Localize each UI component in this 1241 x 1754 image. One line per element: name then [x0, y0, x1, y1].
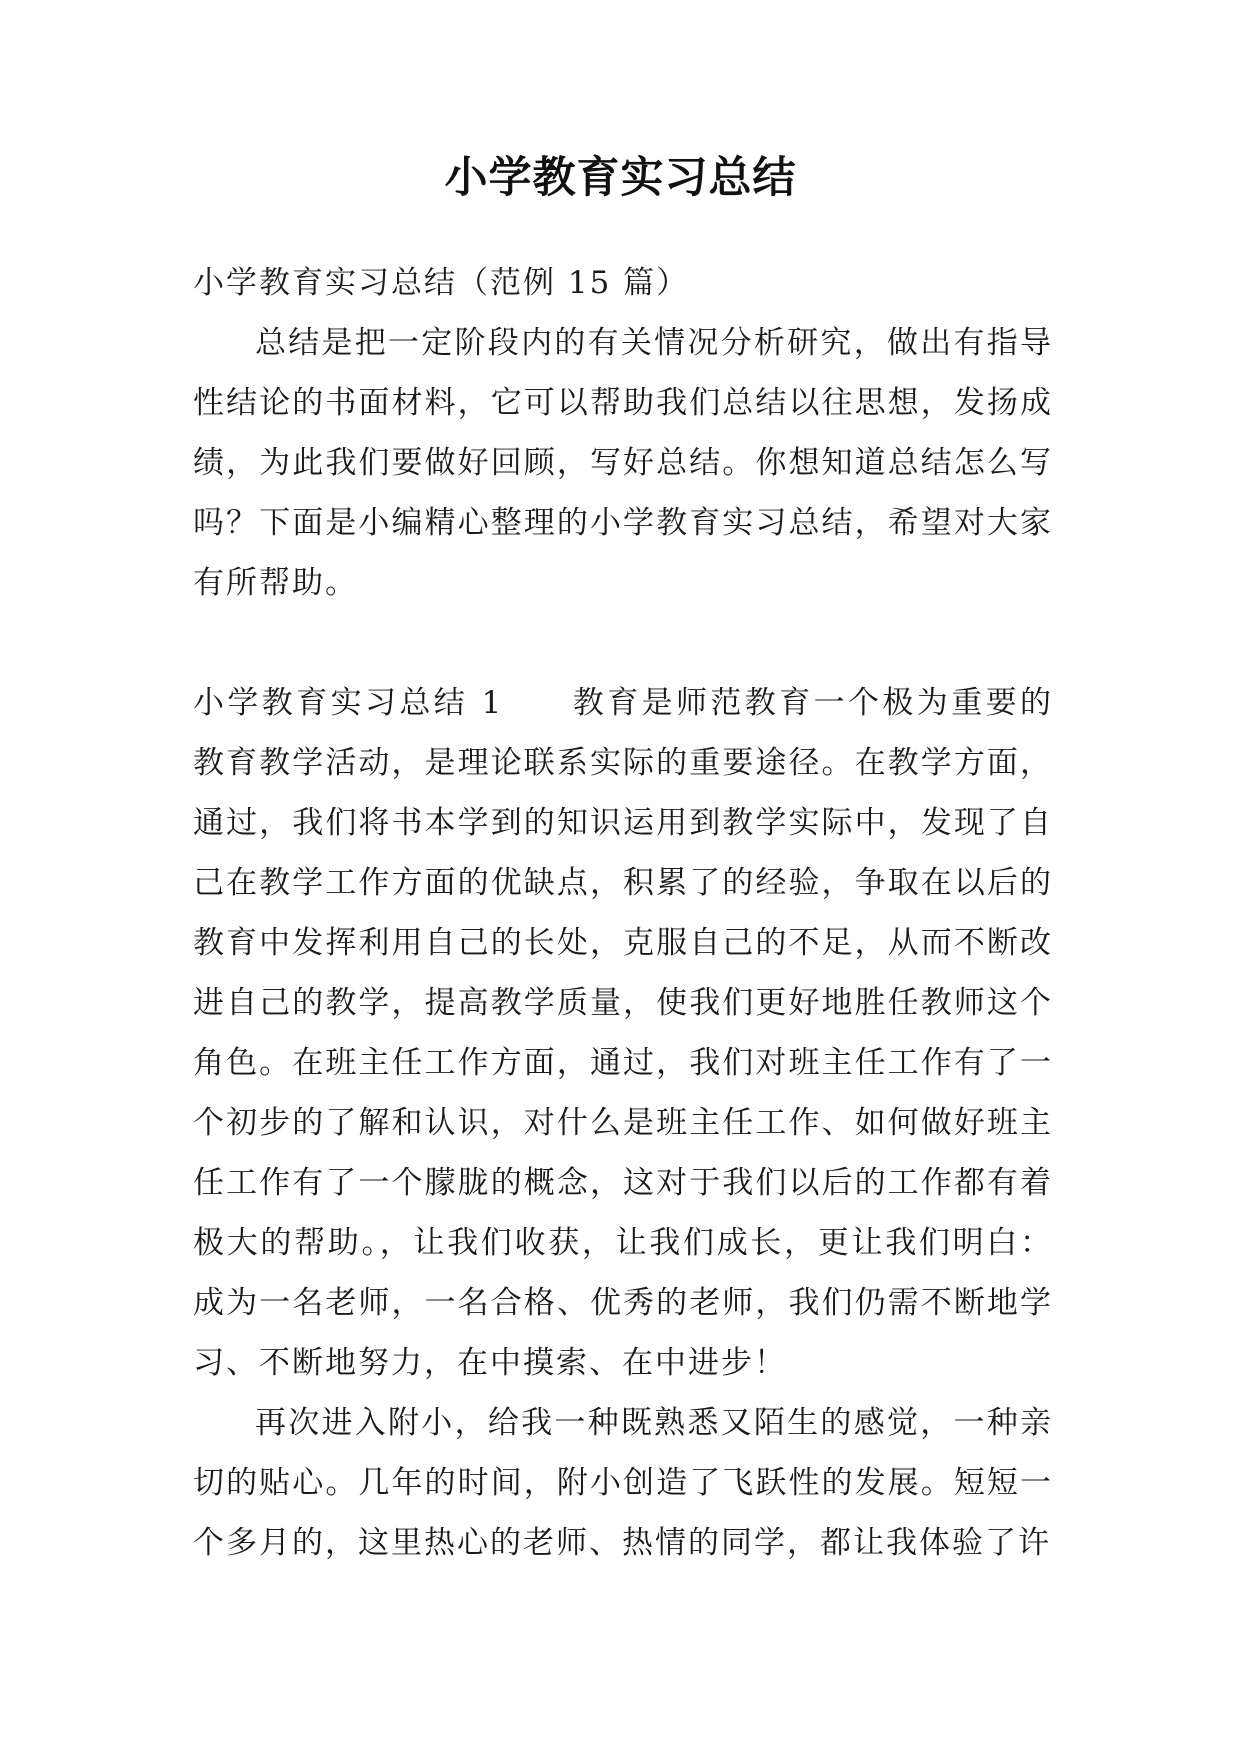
intro-paragraph: 总结是把一定阶段内的有关情况分析研究，做出有指导性结论的书面材料，它可以帮助我们总结以往思想，发扬成绩，为此我们要做好回顾，写好总结。你想知道总结怎么写吗？下面是小编精心整理的小学教育实习总结，希望对大家有所帮助。	[193, 325, 1053, 601]
document-subtitle: 小学教育实习总结（范例 15 篇）	[193, 265, 690, 301]
paragraph-spacer	[193, 613, 1053, 673]
section-1-heading: 小学教育实习总结 1	[193, 685, 504, 721]
paragraph-2: 再次进入附小，给我一种既熟悉又陌生的感觉，一种亲切的贴心。几年的时间，附小创造了飞跃性的发展。短短一个多月的，这里热心的老师、热情的同学，都让我体验了许	[193, 1405, 1053, 1561]
document-title: 小学教育实习总结	[444, 153, 797, 203]
document-body	[193, 253, 1053, 1573]
section-1-paragraph	[193, 673, 1053, 1393]
section-1-body: 教育是师范教育一个极为重要的教育教学活动，是理论联系实际的重要途径。在教学方面，通过，我们将书本学到的知识运用到教学实际中，发现了自己在教学工作方面的优缺点，积累了的经验，争取在以后的教育中发挥利用自己的长处，克服自己的不足，从而不断改进自己的教学，提高教学质量，使我们更好地胜任教师这个角色。在班主任工作方面，通过，我们对班主任工作有了一个初步的了解和认识，对什么是班主任工作、如何做好班主任工作有了一个朦胧的概念，这对于我们以后的工作都有着极大的帮助。，让我们收获，让我们成长，更让我们明白：成为一名老师，一名合格、优秀的老师，我们仍需不断地学习、不断地努力，在中摸索、在中进步！	[193, 685, 1054, 1381]
